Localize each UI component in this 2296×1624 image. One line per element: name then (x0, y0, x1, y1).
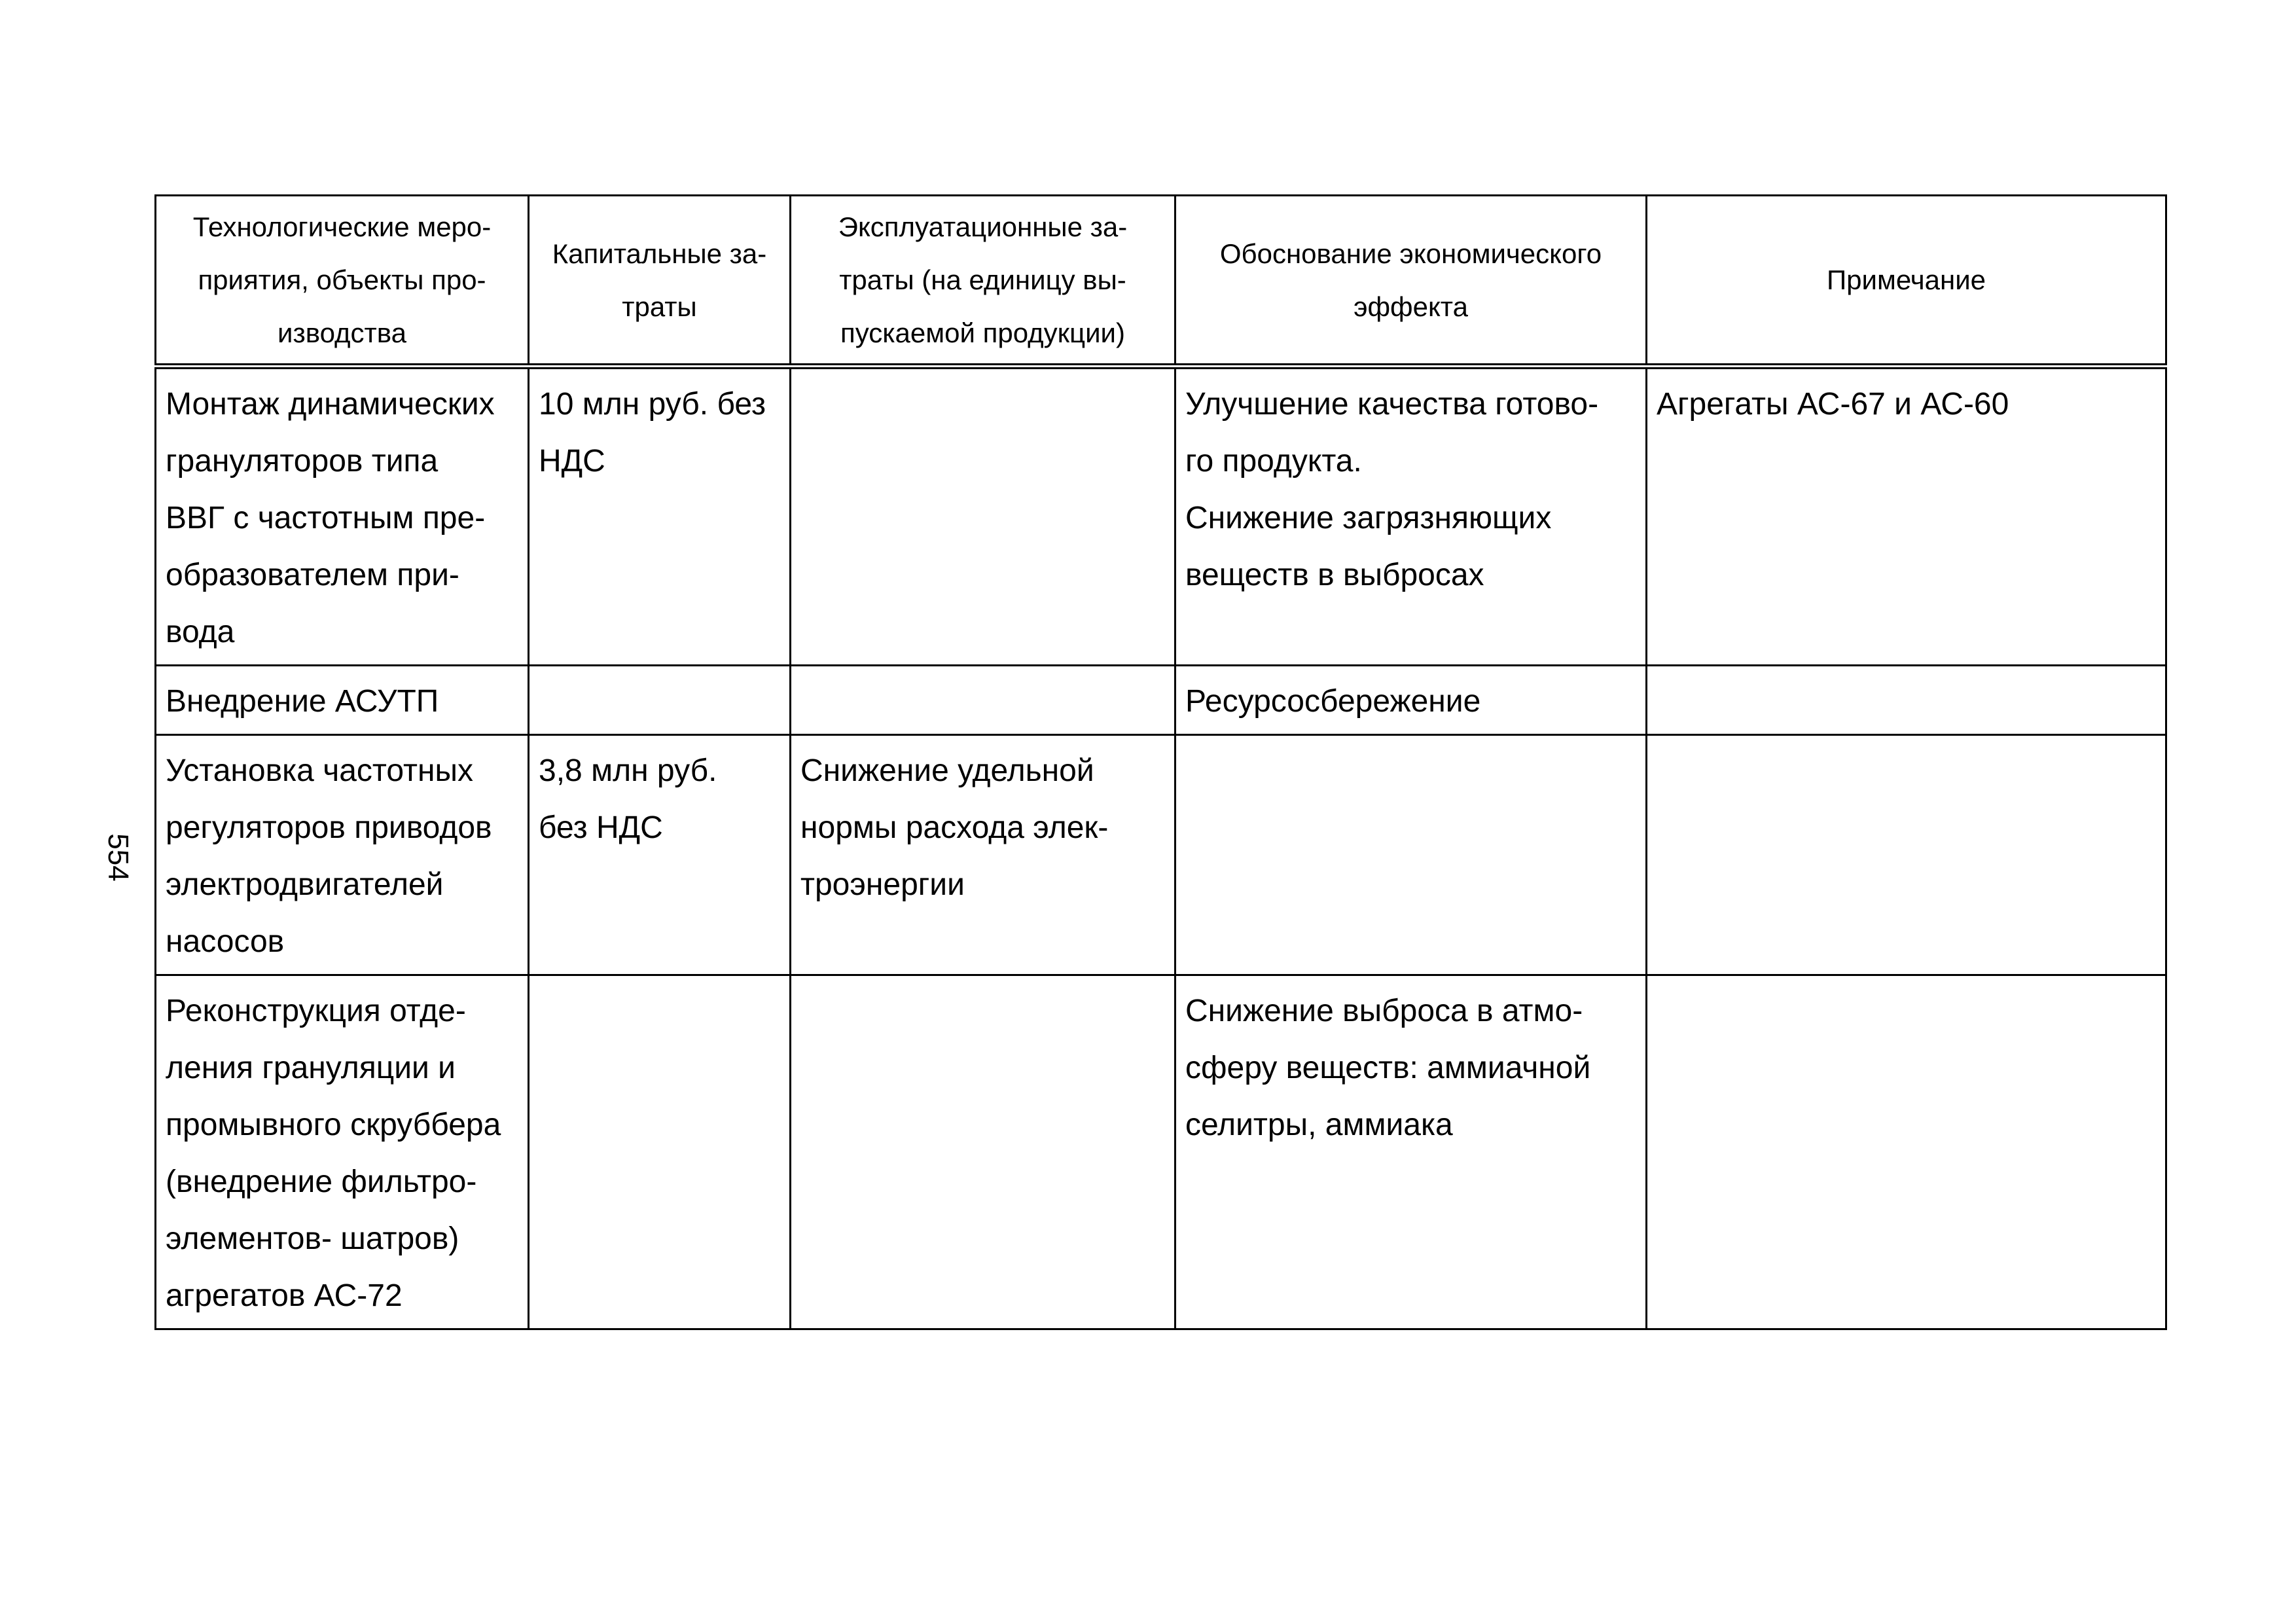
cell-operating-costs (791, 367, 1175, 666)
cell-operating-costs: Снижение удельной нормы расхода элек- троэнергии (791, 735, 1175, 975)
cell-economic-effect: Ресурсосбережение (1175, 666, 1647, 735)
cell-note (1647, 975, 2166, 1329)
table-row (156, 975, 2166, 1329)
table-row (156, 666, 2166, 735)
cell-note (1647, 666, 2166, 735)
cell-measure: Реконструкция отде- ления грануляции и промывного скруббера (внедрение фильтро- элементов- шатров) агрегатов АС-72 (156, 975, 529, 1329)
cell-measure: Установка частотных регуляторов приводов электродвигателей насосов (156, 735, 529, 975)
cell-capital-costs (529, 666, 791, 735)
cell-capital-costs: 3,8 млн руб. без НДС (529, 735, 791, 975)
cell-operating-costs (791, 666, 1175, 735)
cell-note: Агрегаты АС-67 и АС-60 (1647, 367, 2166, 666)
cell-measure: Монтаж динамических грануляторов типа ВВГ с частотным пре- образователем при- вода (156, 367, 529, 666)
table-header-row (156, 196, 2166, 367)
table-row (156, 735, 2166, 975)
cell-economic-effect: Улучшение качества готово- го продукта. Снижение загрязняющих веществ в выбросах (1175, 367, 1647, 666)
cell-capital-costs: 10 млн руб. без НДС (529, 367, 791, 666)
header-capital-costs: Капитальные за- траты (529, 196, 791, 367)
table-row (156, 367, 2166, 666)
header-economic-effect: Обоснование экономического эффекта (1175, 196, 1647, 367)
cell-capital-costs (529, 975, 791, 1329)
header-measures: Технологические меро- приятия, объекты про- изводства (156, 196, 529, 367)
page-number: 554 (102, 833, 134, 882)
header-operating-costs: Эксплуатационные за- траты (на единицу вы- пускаемой продукции) (791, 196, 1175, 367)
cell-note (1647, 735, 2166, 975)
header-note: Примечание (1647, 196, 2166, 367)
cell-economic-effect: Снижение выброса в атмо- сферу веществ: аммиачной селитры, аммиака (1175, 975, 1647, 1329)
cell-economic-effect (1175, 735, 1647, 975)
cell-measure: Внедрение АСУТП (156, 666, 529, 735)
measures-table (154, 194, 2167, 1330)
cell-operating-costs (791, 975, 1175, 1329)
